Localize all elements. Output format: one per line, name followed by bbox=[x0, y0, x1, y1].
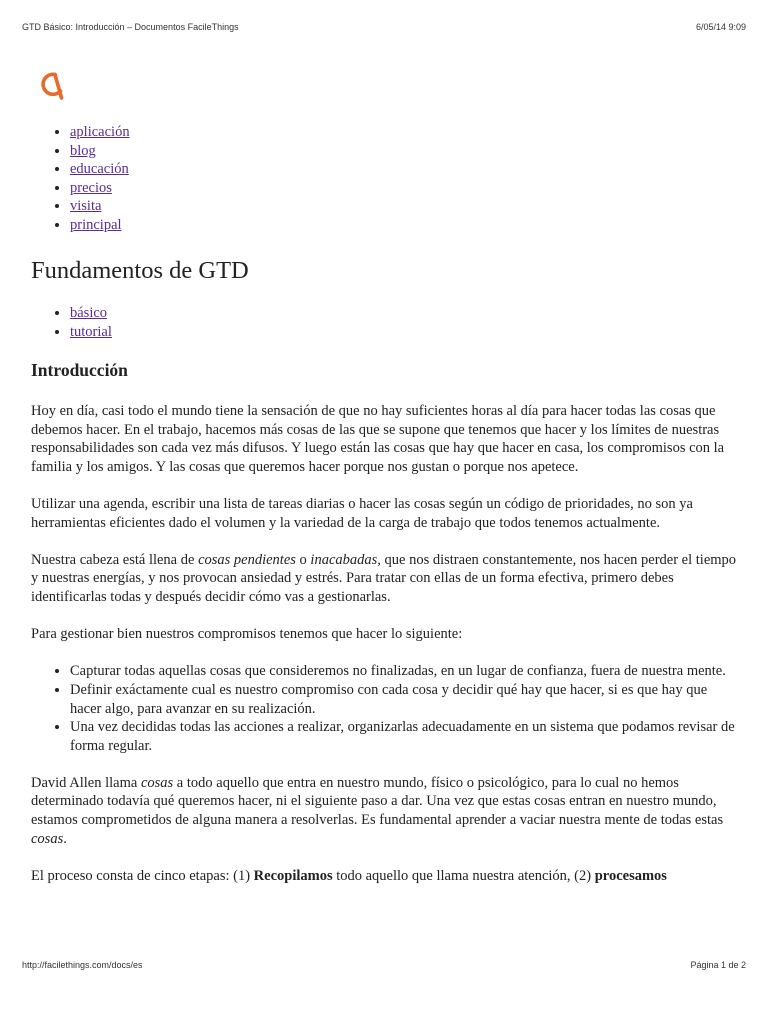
nav-link-educacion[interactable]: educación bbox=[70, 161, 129, 178]
content bbox=[31, 123, 739, 884]
section-title: Introducción bbox=[31, 360, 128, 380]
print-datetime: 6/05/14 9:09 bbox=[695, 22, 746, 32]
steps-list bbox=[31, 662, 739, 755]
text-run: . bbox=[63, 830, 67, 847]
text-run: Nuestra cabeza está llena de bbox=[31, 551, 199, 568]
paragraph-4: Para gestionar bien nuestros compromisos tenemos que hacer lo siguiente: bbox=[31, 626, 463, 643]
article-body bbox=[31, 402, 739, 904]
sub-nav-item bbox=[70, 304, 112, 323]
text-run: , que nos distraen constantemente, nos hacen perder el tiempo y nuestras energías, y nos provocan ansiedad y estrés. Para tratar con ellas de un forma efectiva, primero debes identificarlas todas y después decidir cómo vas a gestionarlas. bbox=[31, 551, 737, 605]
paragraph-5 bbox=[31, 774, 739, 848]
text-run: a todo aquello que entra en nuestro mundo, físico o psicológico, para lo cual no hemos determinado todavía qué queremos hacer, ni el siguiente paso a dar. Una vez que estas cosas entran en nuestro mundo, estamos comprometidos de alguna manera a resolverlas. Es fundamental aprender a vaciar nuestra mente de todas estas bbox=[31, 774, 724, 829]
print-page-number: Página 1 de 2 bbox=[690, 960, 746, 970]
nav-link-visita[interactable]: visita bbox=[70, 198, 102, 215]
facilethings-logo-icon[interactable] bbox=[36, 70, 66, 102]
paragraph-2: Utilizar una agenda, escribir una lista de tareas diarias o hacer las cosas según un código de prioridades, no son ya herramientas eficientes dado el volumen y la variedad de la carga de trabajo que todos tenemos actualmente. bbox=[31, 495, 693, 531]
text-run: David Allen llama bbox=[31, 774, 141, 791]
nav-item bbox=[70, 123, 739, 142]
nav-link-precios[interactable]: precios bbox=[70, 179, 112, 196]
nav-item bbox=[70, 160, 739, 179]
nav-item bbox=[70, 142, 739, 161]
paragraph-1: Hoy en día, casi todo el mundo tiene la sensación de que no hay suficientes horas al día para hacer todas las cosas que debemos hacer. En el trabajo, hacemos más cosas de las que se supone que tenemos que hacer y los límites de nuestras responsabilidades son cada vez más difusos. Y luego están las cosas que hay que hacer en casa, los compromisos con la familia y los amigos. Y las cosas que queremos hacer porque nos gustan o porque nos apetece. bbox=[31, 403, 725, 475]
print-header bbox=[22, 22, 746, 32]
text-run: o bbox=[295, 551, 311, 568]
list-item: • Definir exáctamente cual es nuestro compromiso con cada cosa y decidir qué hay que hacer, si es que hay que hacer algo, para avanzar en su realización. bbox=[70, 681, 739, 718]
sub-nav-item bbox=[70, 323, 112, 342]
print-title: GTD Básico: Introducción – Documentos FacileThings bbox=[22, 22, 239, 32]
nav-link-principal[interactable]: principal bbox=[70, 216, 122, 233]
emphasis: inacabadas bbox=[310, 551, 378, 568]
text-run: El proceso consta de cinco etapas: (1) bbox=[31, 867, 254, 884]
bold-text: procesamos bbox=[594, 867, 667, 884]
bold-text: Recopilamos bbox=[253, 867, 333, 884]
paragraph-6 bbox=[31, 867, 739, 886]
sub-nav-link-basico[interactable]: básico bbox=[70, 305, 108, 321]
paragraph-3 bbox=[31, 551, 739, 607]
text-run: todo aquello que llama nuestra atención, (2) bbox=[332, 867, 595, 884]
list-item: • Capturar todas aquellas cosas que consideremos no finalizadas, en un lugar de confianza, fuera de nuestra mente. bbox=[70, 662, 739, 681]
nav-link-blog[interactable]: blog bbox=[70, 142, 96, 159]
sub-nav bbox=[31, 304, 112, 341]
list-item: • Una vez decididas todas las acciones a realizar, organizarlas adecuadamente en un sistema que podamos revisar de forma regular. bbox=[70, 718, 739, 755]
print-url: http://facilethings.com/docs/es bbox=[22, 960, 143, 970]
nav-link-aplicacion[interactable]: aplicación bbox=[70, 124, 130, 140]
page-title: Fundamentos de GTD bbox=[31, 257, 249, 284]
main-nav bbox=[31, 123, 739, 235]
print-footer bbox=[22, 960, 746, 970]
nav-item bbox=[70, 179, 739, 198]
emphasis: cosas bbox=[31, 830, 64, 847]
nav-item bbox=[70, 197, 739, 216]
emphasis: cosas pendientes bbox=[198, 551, 296, 568]
nav-item bbox=[70, 216, 739, 235]
sub-nav-link-tutorial[interactable]: tutorial bbox=[70, 323, 112, 340]
emphasis: cosas bbox=[140, 774, 174, 791]
